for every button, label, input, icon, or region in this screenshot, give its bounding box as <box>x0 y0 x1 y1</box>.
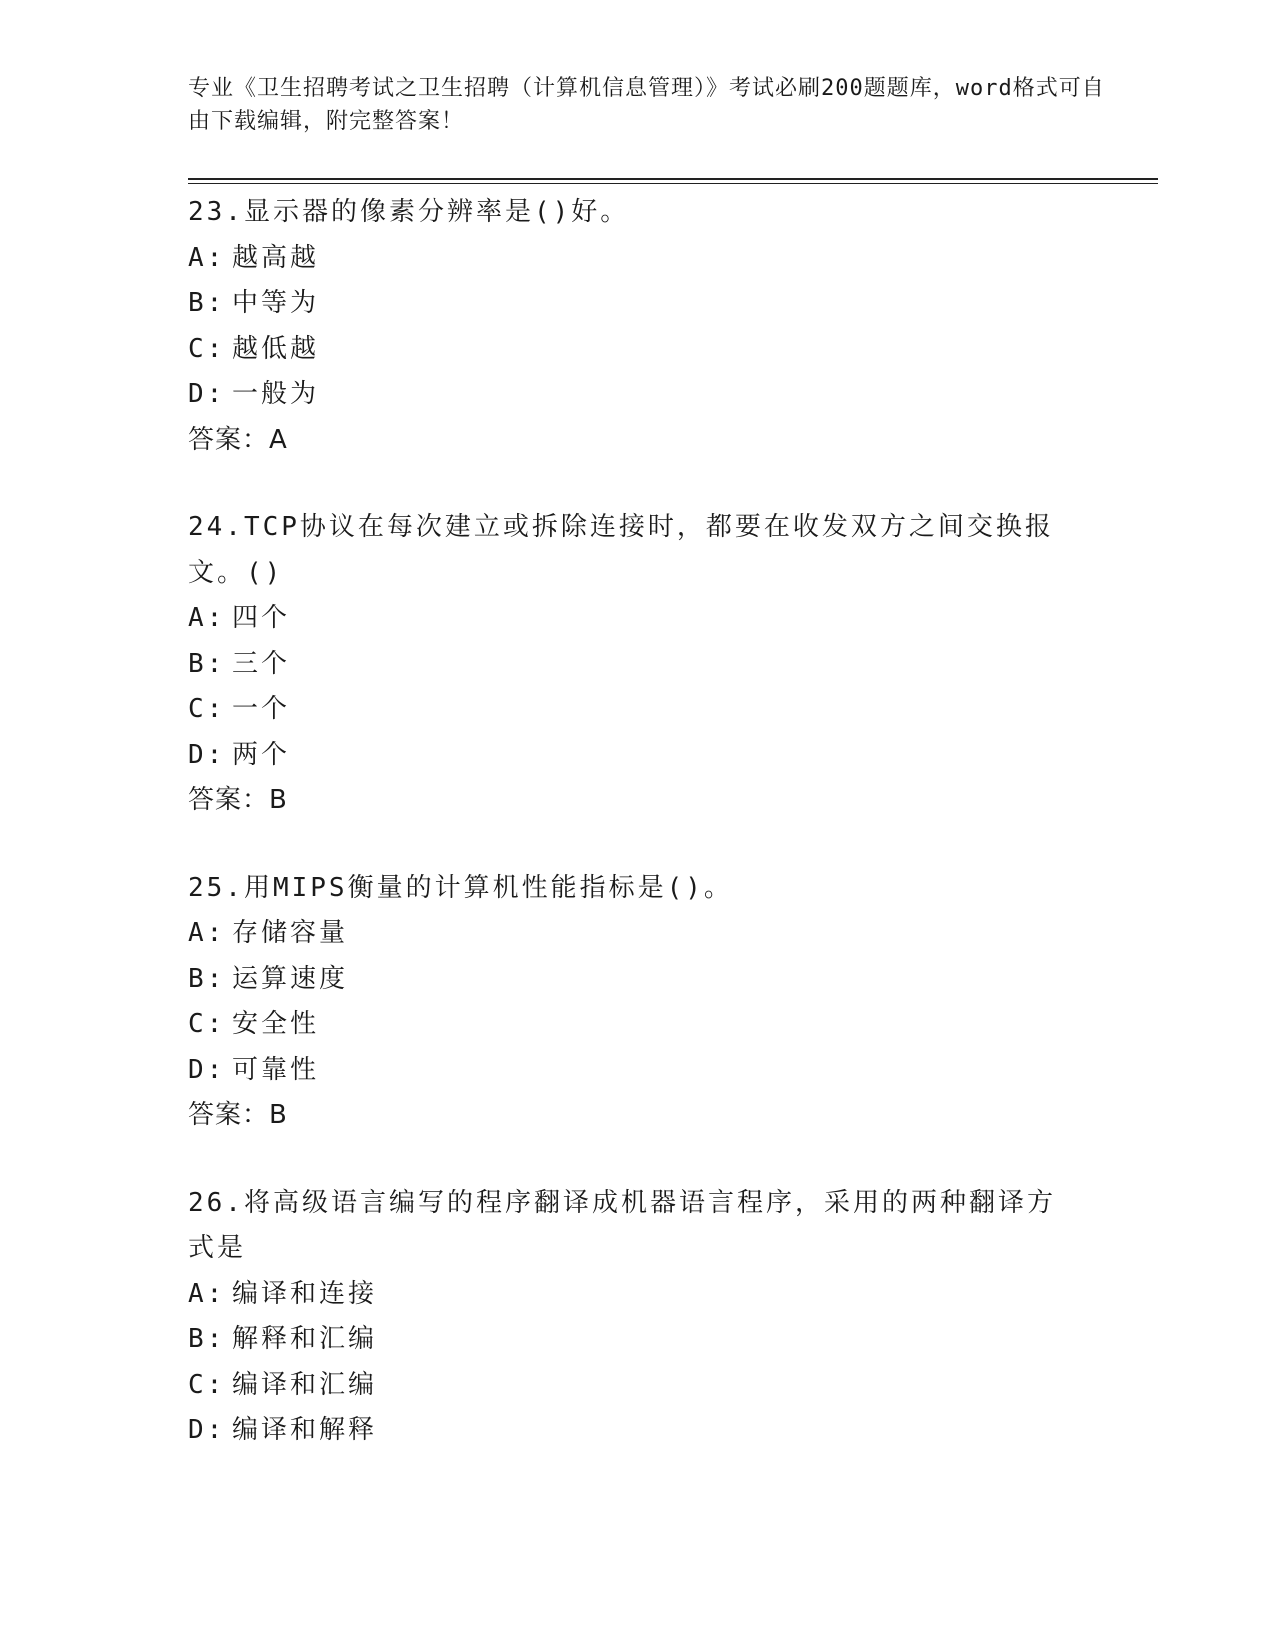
option-text: 编译和连接 <box>232 1278 378 1309</box>
option-letter: C: <box>188 1009 226 1039</box>
option-text: 四个 <box>232 603 291 633</box>
question-25 <box>188 866 1088 1139</box>
option-text: 一般为 <box>232 379 320 409</box>
option-letter: C: <box>188 694 226 724</box>
option-d <box>188 372 1088 418</box>
option-c <box>188 327 1088 373</box>
question-23 <box>188 190 1088 463</box>
question-text: 26.将高级语言编写的程序翻译成机器语言程序，采用的两种翻译方式是 <box>188 1187 1056 1263</box>
option-text: 编译和解释 <box>232 1415 378 1445</box>
header-divider <box>188 178 1158 180</box>
option-text: 运算速度 <box>232 963 349 994</box>
option-b <box>188 642 1088 688</box>
option-letter: D: <box>188 1415 226 1445</box>
option-b <box>188 957 1088 1003</box>
option-text: 中等为 <box>232 288 320 318</box>
document-header: 专业《卫生招聘考试之卫生招聘（计算机信息管理）》考试必刷200题题库，word格式可自由下载编辑，附完整答案！ <box>188 76 1105 134</box>
answer-line: 答案：A <box>188 424 288 455</box>
option-letter: B: <box>188 648 226 679</box>
option-a <box>188 596 1088 642</box>
option-letter: C: <box>188 333 226 364</box>
option-text: 越低越 <box>232 333 320 364</box>
question-text: 24.TCP协议在每次建立或拆除连接时，都要在收发双方之间交换报文。() <box>188 512 1054 588</box>
answer-line: 答案：B <box>188 1100 288 1130</box>
option-letter: A: <box>188 242 226 273</box>
option-text: 越高越 <box>232 242 320 273</box>
question-text: 23.显示器的像素分辨率是()好。 <box>188 197 630 227</box>
option-text: 三个 <box>232 648 291 679</box>
option-letter: B: <box>188 288 226 318</box>
option-letter: A: <box>188 1278 226 1309</box>
header-divider-thin <box>188 183 1158 184</box>
option-letter: B: <box>188 963 226 994</box>
option-d <box>188 1048 1088 1094</box>
option-text: 安全性 <box>232 1009 320 1039</box>
option-d <box>188 733 1088 779</box>
option-b <box>188 281 1088 327</box>
option-text: 编译和汇编 <box>232 1369 378 1400</box>
option-a <box>188 236 1088 282</box>
option-text: 两个 <box>232 739 291 770</box>
option-text: 可靠性 <box>232 1054 320 1085</box>
question-list <box>188 190 1088 1496</box>
option-letter: C: <box>188 1369 226 1400</box>
option-letter: B: <box>188 1324 226 1354</box>
option-a <box>188 1272 1088 1318</box>
option-d <box>188 1408 1088 1454</box>
option-letter: D: <box>188 379 226 409</box>
question-26 <box>188 1181 1088 1454</box>
option-c <box>188 1002 1088 1048</box>
question-text: 25.用MIPS衡量的计算机性能指标是()。 <box>188 872 733 903</box>
option-letter: D: <box>188 1054 226 1085</box>
answer-line: 答案：B <box>188 785 288 815</box>
option-letter: A: <box>188 603 226 633</box>
option-text: 解释和汇编 <box>232 1324 378 1354</box>
option-b <box>188 1317 1088 1363</box>
option-c <box>188 1363 1088 1409</box>
option-text: 存储容量 <box>232 918 349 948</box>
option-a <box>188 911 1088 957</box>
option-c <box>188 687 1088 733</box>
option-text: 一个 <box>232 694 291 724</box>
option-letter: D: <box>188 739 226 770</box>
question-24 <box>188 505 1088 824</box>
option-letter: A: <box>188 918 226 948</box>
